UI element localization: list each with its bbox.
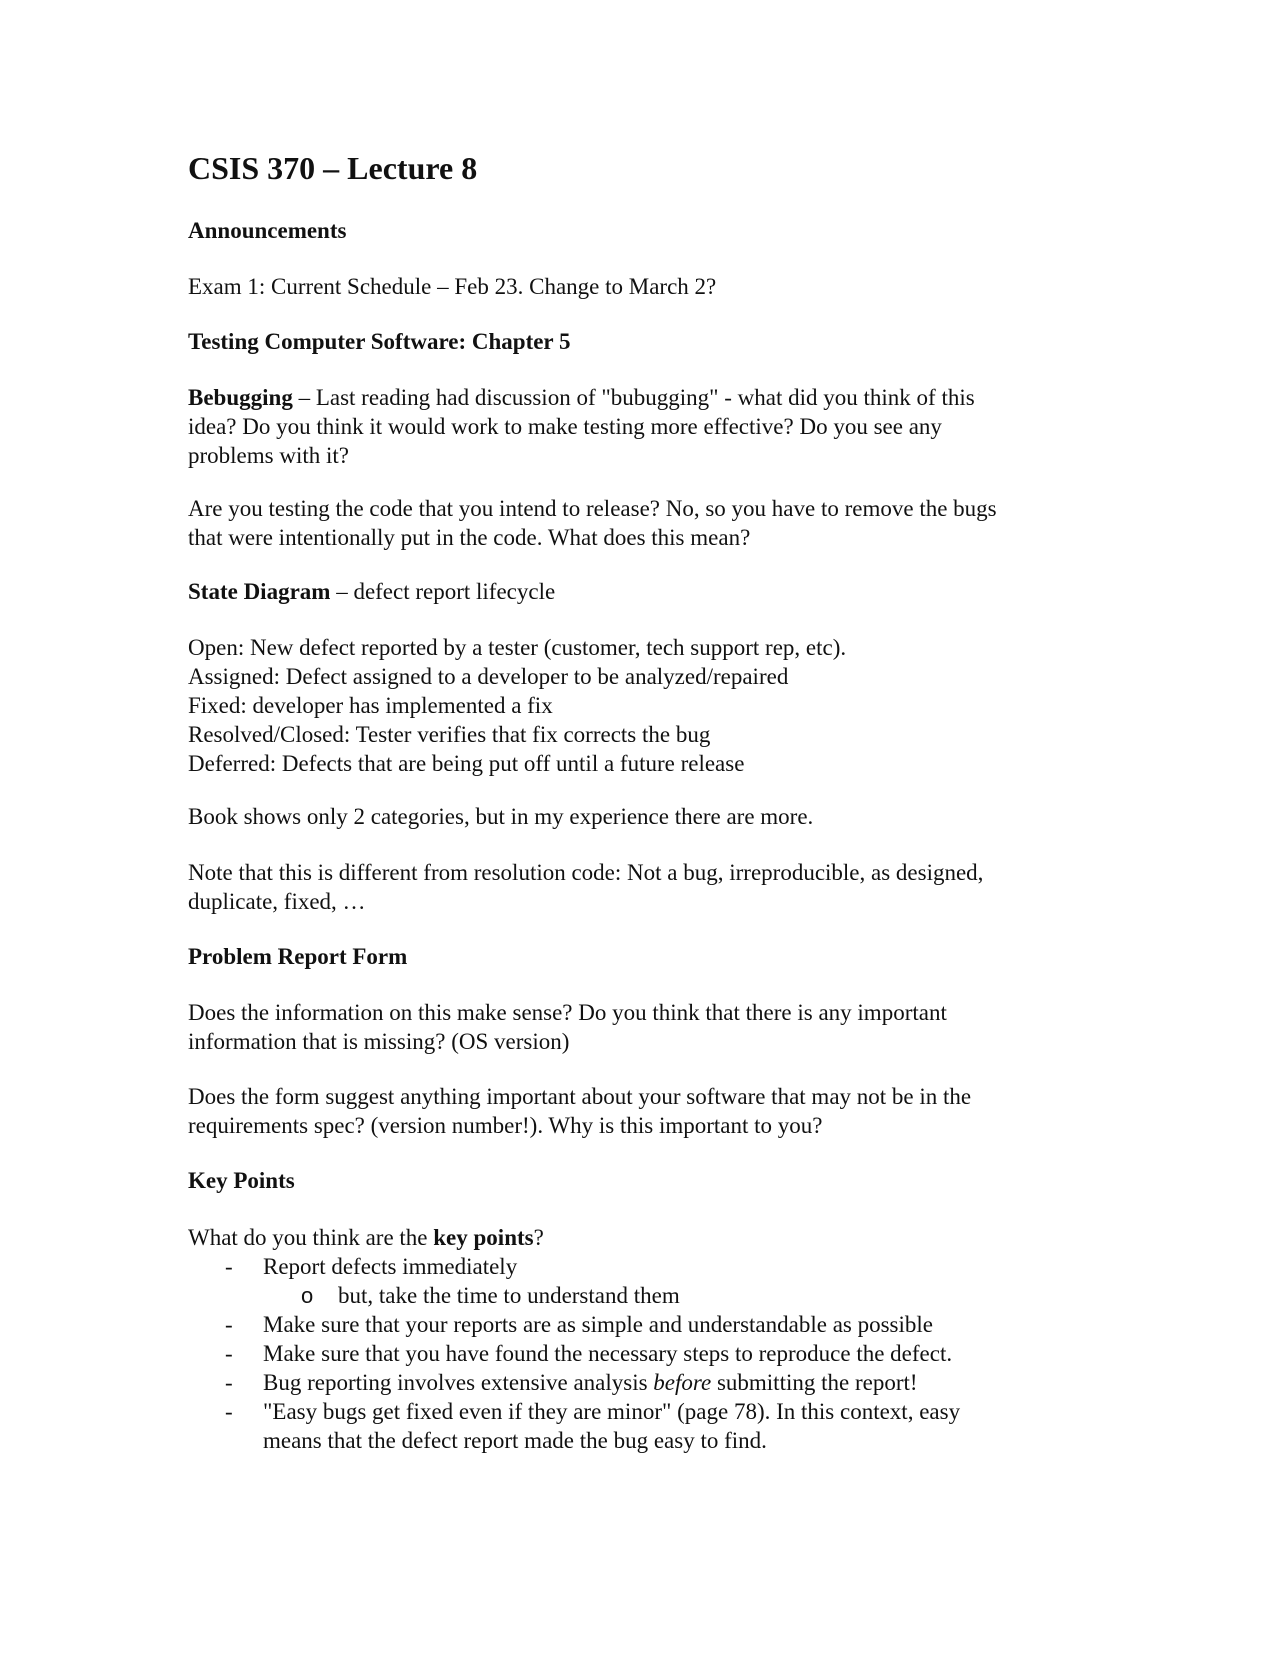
list-item bbox=[188, 1397, 1088, 1455]
release-line-1: Are you testing the code that you intend to release? No, so you have to remove the bugs bbox=[188, 496, 997, 521]
release-line-2: that were intentionally put in the code. What does this mean? bbox=[188, 525, 751, 550]
exam-announcement: Exam 1: Current Schedule – Feb 23. Change to March 2? bbox=[188, 274, 717, 299]
announcements-heading: Announcements bbox=[188, 218, 347, 243]
q1-line-2: information that is missing? (OS version) bbox=[188, 1029, 570, 1054]
bebugging-term: Bebugging bbox=[188, 385, 293, 410]
list-item bbox=[188, 1339, 1088, 1368]
intro-after: ? bbox=[533, 1225, 544, 1250]
page-title: CSIS 370 – Lecture 8 bbox=[188, 150, 478, 186]
list-item bbox=[188, 1368, 1088, 1397]
intro-bold: key points bbox=[433, 1225, 534, 1250]
state-list bbox=[188, 633, 1088, 778]
q1-line-1: Does the information on this make sense? Do you think that there is any important bbox=[188, 1000, 947, 1025]
release-paragraph bbox=[188, 494, 1088, 552]
bebugging-line-1 bbox=[188, 383, 1088, 412]
state-fixed: Fixed: developer has implemented a fix bbox=[188, 693, 553, 718]
key-points-heading: Key Points bbox=[188, 1168, 295, 1193]
bebugging-line-3: problems with it? bbox=[188, 443, 349, 468]
resolution-line-1: Note that this is different from resolution code: Not a bug, irreproducible, as designed, bbox=[188, 860, 984, 885]
dash-bullet: - bbox=[225, 1370, 233, 1395]
problem-report-q2 bbox=[188, 1082, 1088, 1140]
list-item-line-1: "Easy bugs get fixed even if they are minor" (page 78). In this context, easy bbox=[263, 1399, 961, 1424]
state-diagram-term: State Diagram bbox=[188, 579, 331, 604]
bebugging-paragraph bbox=[188, 383, 1088, 470]
book-note: Book shows only 2 categories, but in my experience there are more. bbox=[188, 804, 814, 829]
bebugging-line-1-text: – Last reading had discussion of "bubugging" - what did you think of this bbox=[292, 385, 975, 410]
state-resolved-closed: Resolved/Closed: Tester verifies that fix corrects the bug bbox=[188, 722, 711, 747]
chapter-heading: Testing Computer Software: Chapter 5 bbox=[188, 329, 571, 354]
key-points-intro bbox=[188, 1223, 1088, 1252]
bebugging-line-2: idea? Do you think it would work to make testing more effective? Do you see any bbox=[188, 414, 942, 439]
list-item-line-2: means that the defect report made the bug easy to find. bbox=[263, 1428, 767, 1453]
problem-report-q1 bbox=[188, 998, 1088, 1056]
state-diagram-heading bbox=[188, 577, 1088, 606]
key-points-list bbox=[188, 1252, 1088, 1455]
resolution-line-2: duplicate, fixed, … bbox=[188, 889, 366, 914]
list-item bbox=[188, 1310, 1088, 1339]
intro-before: What do you think are the bbox=[188, 1225, 434, 1250]
state-diagram-desc: – defect report lifecycle bbox=[330, 579, 556, 604]
q2-line-2: requirements spec? (version number!). Why is this important to you? bbox=[188, 1113, 823, 1138]
list-item-text-before: Bug reporting involves extensive analysis bbox=[263, 1370, 654, 1395]
list-item-text: Make sure that your reports are as simple and understandable as possible bbox=[263, 1312, 933, 1337]
list-item-text: Report defects immediately bbox=[263, 1254, 518, 1279]
list-subitem-text: but, take the time to understand them bbox=[338, 1283, 680, 1308]
dash-bullet: - bbox=[225, 1341, 233, 1366]
list-subitem bbox=[188, 1281, 1088, 1310]
q2-line-1: Does the form suggest anything important about your software that may not be in the bbox=[188, 1084, 972, 1109]
problem-report-heading: Problem Report Form bbox=[188, 944, 408, 969]
state-deferred: Deferred: Defects that are being put off until a future release bbox=[188, 751, 745, 776]
dash-bullet: - bbox=[225, 1254, 233, 1279]
list-item-text: Make sure that you have found the necessary steps to reproduce the defect. bbox=[263, 1341, 953, 1366]
resolution-note bbox=[188, 858, 1088, 916]
list-item-text-italic: before bbox=[653, 1370, 712, 1395]
state-open: Open: New defect reported by a tester (customer, tech support rep, etc). bbox=[188, 635, 847, 660]
state-assigned: Assigned: Defect assigned to a developer to be analyzed/repaired bbox=[188, 664, 789, 689]
dash-bullet: - bbox=[225, 1399, 233, 1424]
circle-bullet-icon: o bbox=[301, 1283, 314, 1308]
list-item bbox=[188, 1252, 1088, 1281]
list-item-text-after: submitting the report! bbox=[711, 1370, 918, 1395]
dash-bullet: - bbox=[225, 1312, 233, 1337]
